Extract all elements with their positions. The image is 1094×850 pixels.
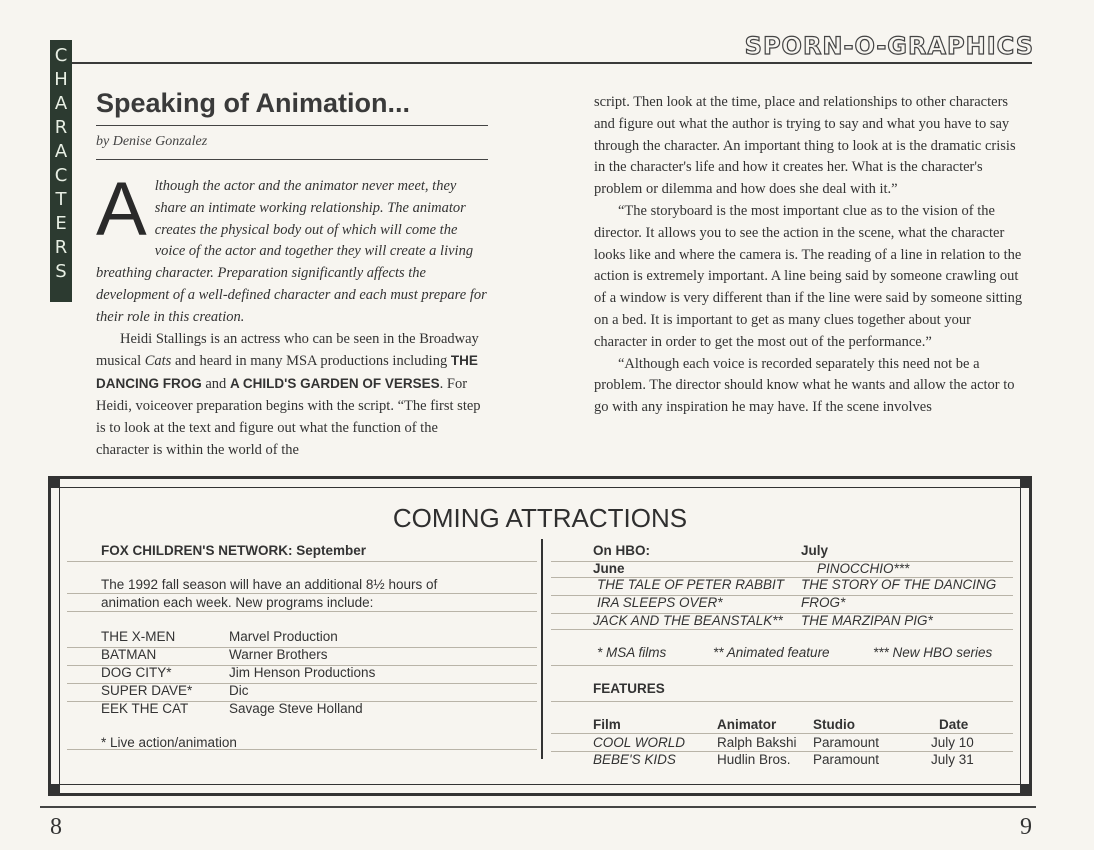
fox-show: SUPER DAVE* xyxy=(101,683,193,698)
text-run: and xyxy=(201,376,230,393)
fox-show: DOG CITY* xyxy=(101,665,172,680)
fox-producer: Warner Brothers xyxy=(229,647,328,662)
legend-animated-feature: ** Animated feature xyxy=(713,645,830,660)
ruled-line xyxy=(67,611,537,612)
side-tab-letter: E xyxy=(55,213,67,234)
production-title: THE DANCING FROG xyxy=(96,353,478,392)
side-tab-letter: T xyxy=(55,189,67,210)
hbo-june-item: IRA SLEEPS OVER* xyxy=(597,595,723,610)
fox-show: BATMAN xyxy=(101,647,157,662)
side-tab-letter: S xyxy=(55,261,67,282)
hbo-june-item: THE TALE OF PETER RABBIT xyxy=(597,577,785,592)
page-number-left: 8 xyxy=(50,814,62,840)
corner-ornament xyxy=(48,476,60,488)
legend-msa-films: * MSA films xyxy=(597,645,667,660)
corner-ornament xyxy=(1020,476,1032,488)
ruled-line xyxy=(551,701,1013,702)
ruled-line xyxy=(67,593,537,594)
side-tab-letter: R xyxy=(54,237,68,258)
ruled-line xyxy=(67,561,537,562)
left-column xyxy=(96,88,488,461)
column-divider xyxy=(541,539,543,759)
hbo-july-label: July xyxy=(801,543,829,558)
coming-attractions-box xyxy=(48,476,1032,796)
ruled-line xyxy=(551,665,1013,666)
feature-film: BEBE'S KIDS xyxy=(593,752,676,767)
feature-studio: Paramount xyxy=(813,735,880,750)
fox-show: EEK THE CAT xyxy=(101,701,189,716)
ruled-line xyxy=(551,733,1013,734)
fox-producer: Dic xyxy=(229,683,249,698)
page-number-right: 9 xyxy=(1020,814,1032,840)
coming-attractions-title: COMING ATTRACTIONS xyxy=(392,503,688,533)
body-paragraph xyxy=(96,329,488,462)
text-run: Cats xyxy=(144,353,172,370)
fox-description-line: The 1992 fall season will have an additional 8½ hours of xyxy=(101,577,438,592)
feature-date: July 31 xyxy=(931,752,974,767)
side-tab-letter: R xyxy=(54,117,68,138)
footer-rule xyxy=(40,806,1036,808)
corner-ornament xyxy=(48,784,60,796)
characters-side-tab xyxy=(50,40,72,302)
body-paragraph: “Although each voice is recorded separately this need not be a problem. The director should know what he wants and allow the actor to go with any inspiration he may have. If the scene involves xyxy=(594,355,1015,416)
body-paragraph: script. Then look at the time, place and relationships to other characters and figure out what the author is trying to say and what you have to say through the character. An important thing to look at is the dramatic crisis in the character's life and how it creates her. What is the character's problem or dilemma and how does she deal with it.” xyxy=(594,94,1016,198)
hbo-july-item: THE STORY OF THE DANCING xyxy=(801,577,997,592)
side-tab-letter: C xyxy=(54,165,68,186)
drop-cap: A xyxy=(96,167,147,252)
fox-description-line: animation each week. New programs include: xyxy=(101,595,374,610)
features-col-studio: Studio xyxy=(813,717,855,732)
fox-show: THE X-MEN xyxy=(101,629,176,644)
side-tab-letter: H xyxy=(54,69,68,90)
text-run: . For Heidi, voiceover preparation begins with the script. “The first step is to look at the text and figure out what the function of the character is within the world of the xyxy=(96,376,481,458)
body-paragraph: “The storyboard is the most important clue as to the vision of the director. It allows you to see the action in the scene, what the character looks like and where the camera is. The reading of a line in relation to the action is extremely important. A line being said by someone crawling out of a window is very different than if the line were said by someone sitting on a bed. It is important to get as many clues together about your character in order to get the most out of the performance.” xyxy=(594,202,1023,350)
hbo-july-item: PINOCCHIO*** xyxy=(817,561,910,576)
text-run: and heard in many MSA productions including xyxy=(171,353,451,370)
side-tab-letter: C xyxy=(54,45,68,66)
corner-ornament xyxy=(1020,784,1032,796)
feature-animator: Hudlin Bros. xyxy=(717,752,791,767)
fox-producer: Jim Henson Productions xyxy=(229,665,376,680)
ruled-line xyxy=(551,629,1013,630)
article-title: Speaking of Animation... xyxy=(96,88,488,126)
production-title: A CHILD'S GARDEN OF VERSES xyxy=(229,376,440,392)
feature-date: July 10 xyxy=(931,735,974,750)
text-run: Heidi Stallings is an actress who can be seen in the Broadway musical xyxy=(96,330,479,370)
fox-producer: Savage Steve Holland xyxy=(229,701,363,716)
features-col-date: Date xyxy=(939,717,969,732)
hbo-july-item: FROG* xyxy=(801,595,846,610)
fox-footnote: * Live action/animation xyxy=(101,735,237,750)
feature-animator: Ralph Bakshi xyxy=(717,735,797,750)
intro-paragraph xyxy=(96,167,488,329)
fox-producer: Marvel Production xyxy=(229,629,338,644)
hbo-june-label: June xyxy=(593,561,625,576)
features-heading: FEATURES xyxy=(593,681,665,696)
hbo-july-item: THE MARZIPAN PIG* xyxy=(801,613,933,628)
features-col-film: Film xyxy=(593,717,621,732)
byline: by Denise Gonzalez xyxy=(96,126,488,160)
side-tab-letter: A xyxy=(54,141,68,162)
feature-film: COOL WORLD xyxy=(593,735,686,750)
feature-studio: Paramount xyxy=(813,752,880,767)
hbo-june-item: JACK AND THE BEANSTALK** xyxy=(593,613,783,628)
fox-heading: FOX CHILDREN'S NETWORK: September xyxy=(101,543,366,558)
right-column xyxy=(594,92,1026,419)
legend-new-hbo-series: *** New HBO series xyxy=(873,645,993,660)
intro-text: lthough the actor and the animator never meet, they share an intimate working relationship. The animator creates the physical body out of which will come the voice of the actor and together they will create a living breathing character. Preparation significantly affects the development of a well-defined character and each must prepare for their role in this creation. xyxy=(96,178,487,325)
masthead: SPORN-O-GRAPHICS xyxy=(744,32,1034,60)
features-col-animator: Animator xyxy=(717,717,777,732)
hbo-heading: On HBO: xyxy=(593,543,650,558)
side-tab-letter: A xyxy=(54,93,68,114)
header-rule xyxy=(72,62,1032,64)
